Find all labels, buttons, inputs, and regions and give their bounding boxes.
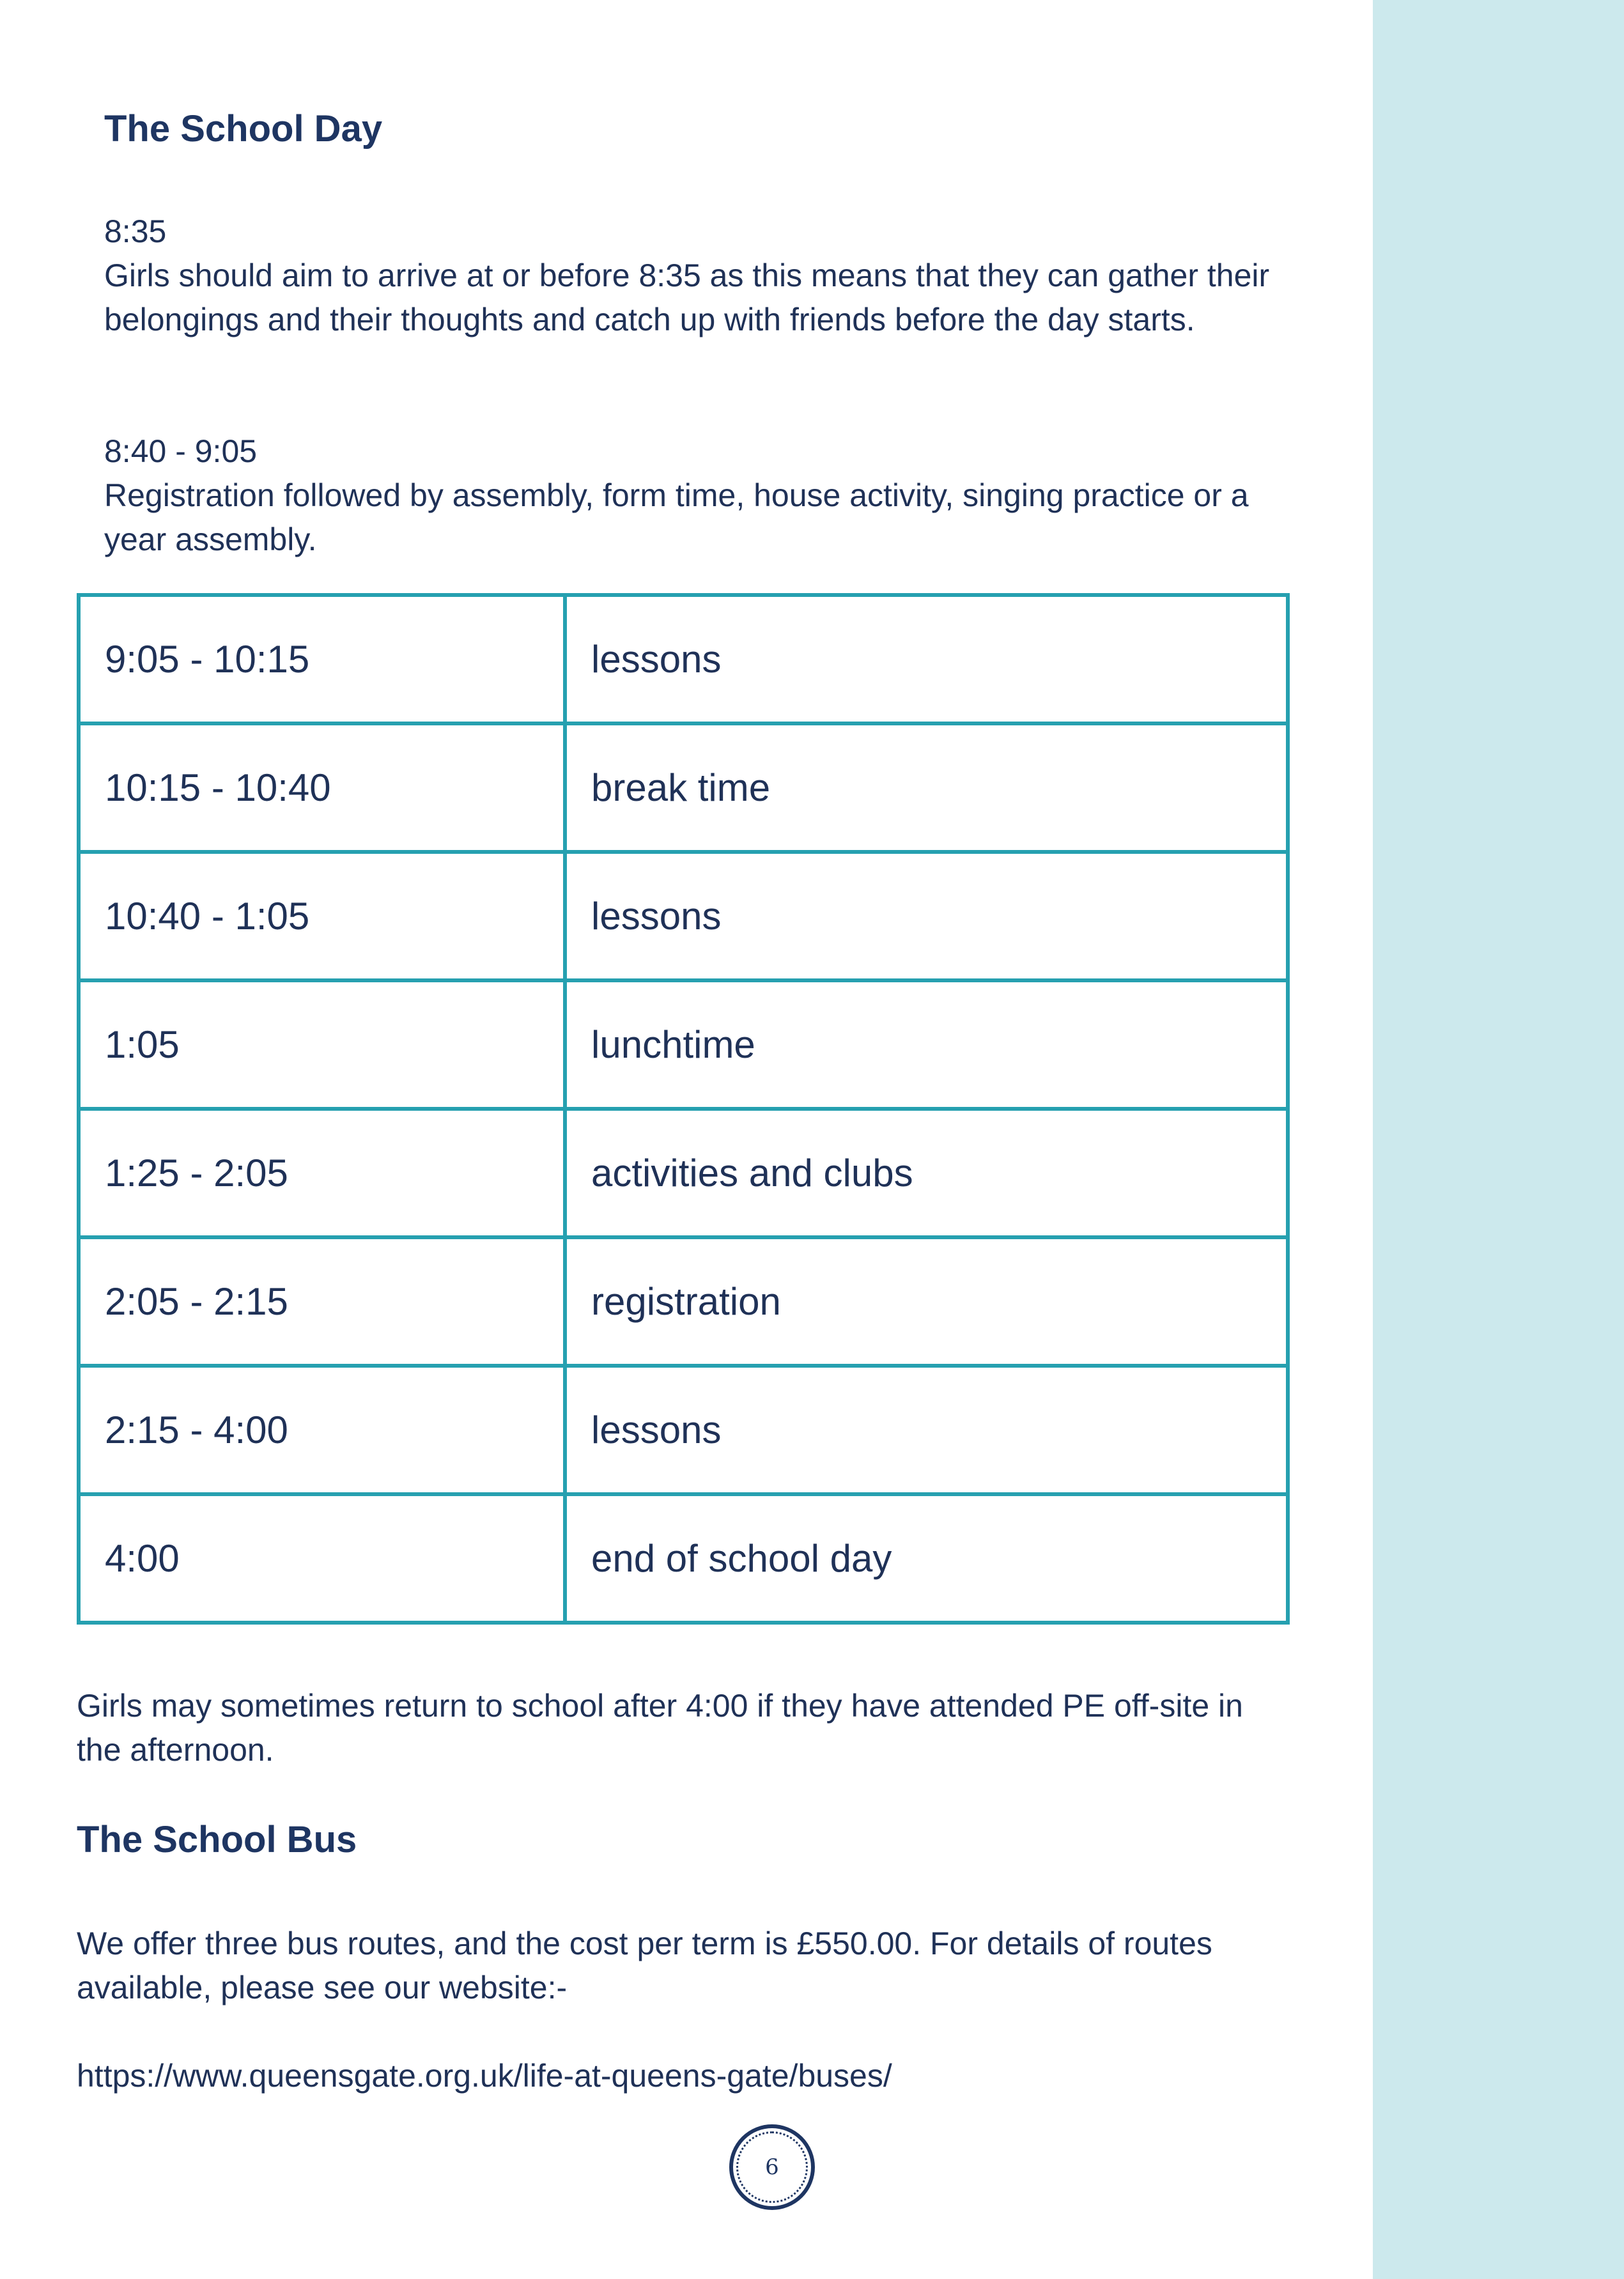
time-cell: 2:15 - 4:00: [79, 1366, 565, 1494]
activity-cell: lessons: [565, 595, 1288, 723]
decorative-sidebar: [1373, 0, 1624, 2279]
registration-time: 8:40 - 9:05: [104, 433, 258, 469]
time-cell: 1:05: [79, 980, 565, 1109]
arrival-text: Girls should aim to arrive at or before 8:35 as this means that they can gather their belongings and their thoughts and catch up with friends before the day starts.: [104, 258, 1270, 337]
table-row: [79, 723, 1288, 852]
page-number-badge: [729, 2124, 815, 2210]
timetable: [77, 593, 1290, 1625]
registration-text: Registration followed by assembly, form time, house activity, singing practice or a year assembly.: [104, 477, 1249, 557]
table-row: [79, 980, 1288, 1109]
time-cell: 4:00: [79, 1494, 565, 1623]
registration-section: [104, 429, 1293, 562]
table-row: [79, 1366, 1288, 1494]
school-bus-heading: The School Bus: [77, 1819, 357, 1860]
table-row: [79, 852, 1288, 980]
time-cell: 1:25 - 2:05: [79, 1109, 565, 1237]
activity-cell: lessons: [565, 852, 1288, 980]
table-row: [79, 1237, 1288, 1366]
time-cell: 10:40 - 1:05: [79, 852, 565, 980]
table-row: [79, 1109, 1288, 1237]
table-row: [79, 1494, 1288, 1623]
time-cell: 10:15 - 10:40: [79, 723, 565, 852]
arrival-section: [104, 210, 1293, 342]
arrival-time: 8:35: [104, 213, 167, 249]
page-number: 6: [736, 2131, 808, 2203]
time-cell: 2:05 - 2:15: [79, 1237, 565, 1366]
bus-info-text: We offer three bus routes, and the cost per term is £550.00. For details of routes available, please see our website:-: [77, 1926, 1212, 2005]
pe-note: Girls may sometimes return to school after 4:00 if they have attended PE off-site in the afternoon.: [77, 1688, 1243, 1768]
activity-cell: lessons: [565, 1366, 1288, 1494]
school-day-heading: The School Day: [104, 108, 383, 150]
activity-cell: activities and clubs: [565, 1109, 1288, 1237]
table-row: [79, 595, 1288, 723]
activity-cell: lunchtime: [565, 980, 1288, 1109]
bus-website-link[interactable]: https://www.queensgate.org.uk/life-at-queens-gate/buses/: [77, 2058, 892, 2094]
activity-cell: break time: [565, 723, 1288, 852]
activity-cell: registration: [565, 1237, 1288, 1366]
time-cell: 9:05 - 10:15: [79, 595, 565, 723]
activity-cell: end of school day: [565, 1494, 1288, 1623]
